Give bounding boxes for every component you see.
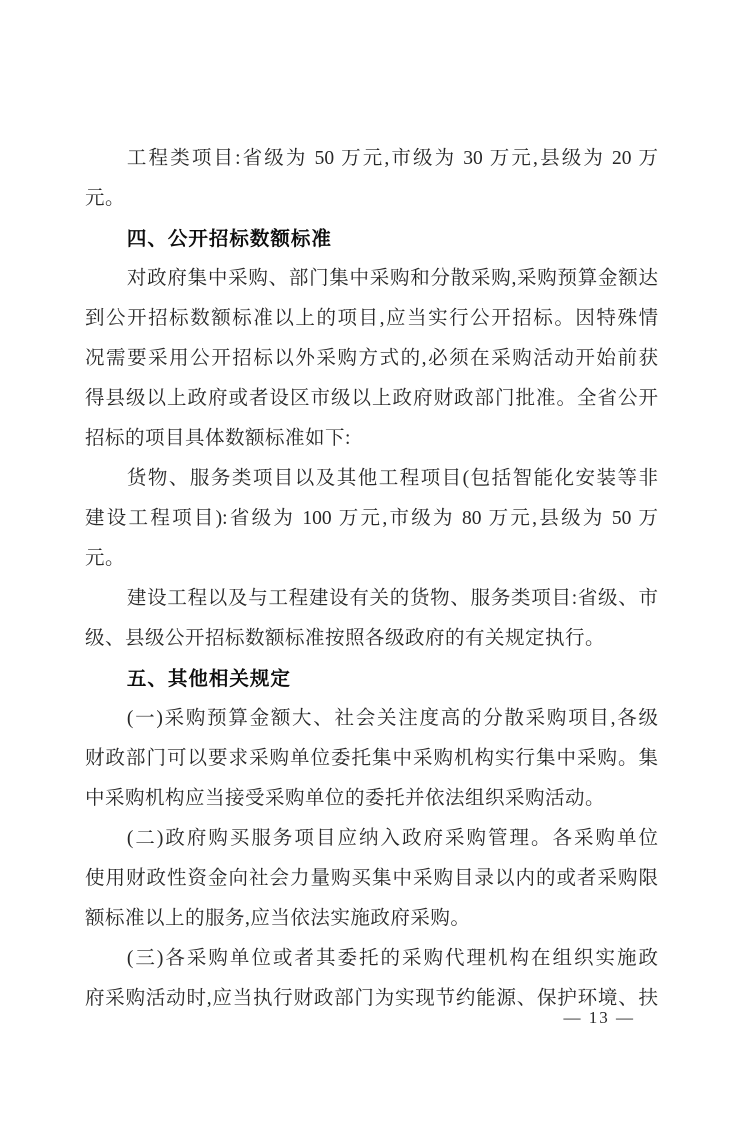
text-line: 得县级以上政府或者设区市级以上政府财政部门批准。全省公开 bbox=[85, 388, 658, 409]
text-line: 建设工程以及与工程建设有关的货物、服务类项目:省级、市 bbox=[126, 588, 658, 609]
section-heading-5: 五、其他相关规定 bbox=[126, 668, 291, 690]
text-line: 工程类项目:省级为 50 万元,市级为 30 万元,县级为 20 万 bbox=[126, 148, 658, 169]
text-line: 招标的项目具体数额标准如下: bbox=[85, 428, 351, 449]
text-line: 建设工程项目):省级为 100 万元,市级为 80 万元,县级为 50 万 bbox=[85, 508, 658, 529]
text-line: (二)政府购买服务项目应纳入政府采购管理。各采购单位 bbox=[126, 828, 658, 849]
text-line: 使用财政性资金向社会力量购买集中采购目录以内的或者采购限 bbox=[85, 868, 658, 889]
text-line: 元。 bbox=[85, 188, 126, 209]
page-number: — 13 — bbox=[563, 1008, 635, 1027]
text-line: 况需要采用公开招标以外采购方式的,必须在采购活动开始前获 bbox=[85, 348, 658, 369]
text-line: 元。 bbox=[85, 548, 126, 569]
document-body bbox=[85, 139, 658, 1019]
text-line: (三)各采购单位或者其委托的采购代理机构在组织实施政 bbox=[126, 948, 658, 969]
text-line: 货物、服务类项目以及其他工程项目(包括智能化安装等非 bbox=[126, 468, 658, 489]
text-line: 财政部门可以要求采购单位委托集中采购机构实行集中采购。集 bbox=[85, 748, 658, 769]
text-line: 对政府集中采购、部门集中采购和分散采购,采购预算金额达 bbox=[126, 268, 658, 289]
text-line: 额标准以上的服务,应当依法实施政府采购。 bbox=[85, 908, 471, 929]
section-heading-4: 四、公开招标数额标准 bbox=[126, 228, 332, 250]
text-line: (一)采购预算金额大、社会关注度高的分散采购项目,各级 bbox=[126, 708, 658, 729]
text-line: 级、县级公开招标数额标准按照各级政府的有关规定执行。 bbox=[85, 628, 606, 649]
text-line: 到公开招标数额标准以上的项目,应当实行公开招标。因特殊情 bbox=[85, 308, 658, 329]
text-line: 府采购活动时,应当执行财政部门为实现节约能源、保护环境、扶 bbox=[85, 988, 658, 1009]
text-line: 中采购机构应当接受采购单位的委托并依法组织采购活动。 bbox=[85, 788, 606, 809]
